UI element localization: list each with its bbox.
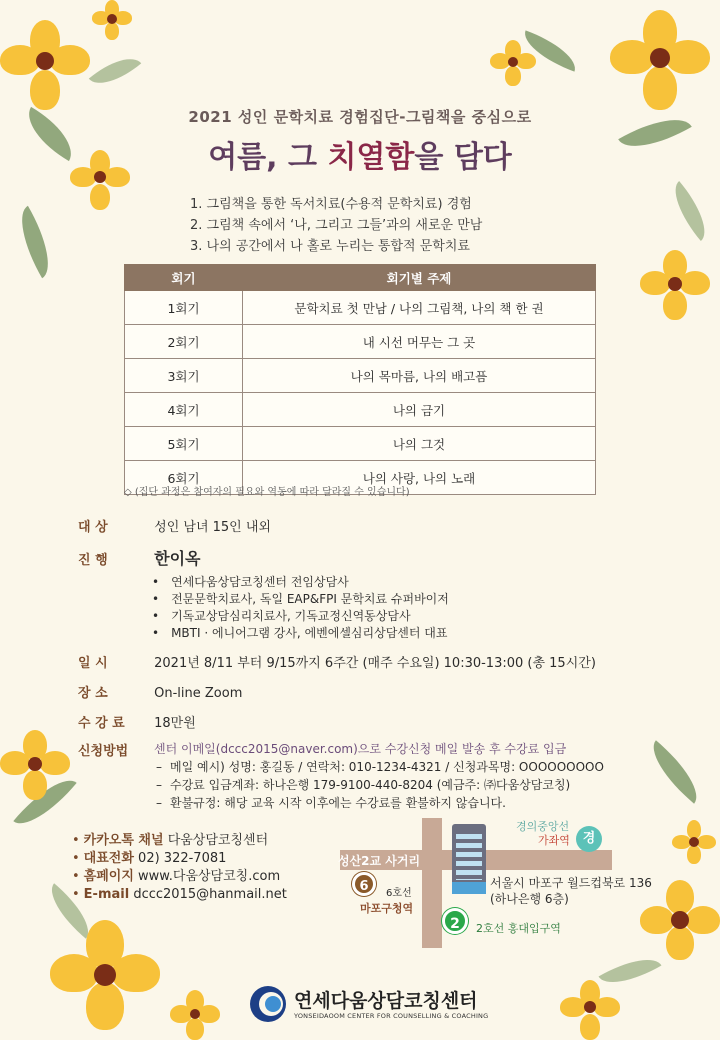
- gyeongui-badge: 경: [576, 826, 602, 852]
- line6-badge: 6: [352, 872, 376, 896]
- phone-value: 02) 322-7081: [138, 851, 227, 866]
- session-number: 6회기: [125, 461, 243, 495]
- gyeongui-line-label: 경의중앙선: [516, 820, 570, 833]
- instructor-credentials: [152, 574, 449, 642]
- date-row: [78, 652, 596, 671]
- table-row: [125, 359, 596, 393]
- fee-row: [78, 712, 196, 731]
- contact-phone: [72, 850, 287, 868]
- sessions-table: [124, 264, 596, 495]
- email-label: E-mail: [83, 887, 130, 902]
- apply-details: [154, 740, 604, 812]
- goal-item: 2. 그림책 속에서 ‘나, 그리고 그들’과의 새로운 만남: [190, 218, 483, 233]
- email-value[interactable]: dccc2015@hanmail.net: [133, 887, 287, 902]
- list-item: • 기독교상담심리치료사, 기독교정신역동상담사: [152, 608, 449, 625]
- list-item: • MBTI · 에니어그램 강사, 에벤에셀심리상담센터 대표: [152, 625, 449, 642]
- gajwa-station-label: 가좌역: [538, 834, 570, 847]
- title-part2: 을 담다: [414, 140, 512, 175]
- list-item: • 전문문학치료사, 독일 EAP&FPI 문학치료 슈퍼바이저: [152, 591, 449, 608]
- table-row: [125, 393, 596, 427]
- title-part1: 여름, 그: [208, 140, 328, 175]
- session-topic: 나의 금기: [243, 393, 596, 427]
- kakao-label: 카카오톡 채널: [83, 833, 164, 848]
- table-row: [125, 427, 596, 461]
- kakao-value: 다움상담코칭센터: [167, 833, 269, 848]
- location-map: [330, 810, 720, 950]
- address-line1: 서울시 마포구 월드컵북로 136: [490, 876, 652, 890]
- title-accent: 치열함: [327, 140, 415, 175]
- place-label: 장 소: [78, 686, 108, 701]
- table-header-row: [125, 265, 596, 291]
- session-topic: 나의 목마름, 나의 배고픔: [243, 359, 596, 393]
- date-value: 2021년 8/11 부터 9/15까지 6주간 (매주 수요일) 10:30-13:00 (총 15시간): [154, 656, 596, 671]
- session-topic: 나의 사랑, 나의 노래: [243, 461, 596, 495]
- map-intersection-label: 성산2교 사거리: [338, 854, 421, 868]
- apply-main: 센터 이메일(dccc2015@naver.com)으로 수강신청 메일 발송 후 수강료 입금: [154, 742, 567, 756]
- mapo-station-label: 마포구청역: [360, 902, 414, 915]
- session-topic: 문학치료 첫 만남 / 나의 그림책, 나의 책 한 권: [243, 291, 596, 325]
- goal-item: 3. 나의 공간에서 나 홀로 누리는 통합적 문학치료: [190, 239, 470, 254]
- list-item: • 연세다움상담코칭센터 전임상담사: [152, 574, 449, 591]
- apply-label: 신청방법: [78, 744, 129, 759]
- apply-row: [78, 740, 150, 759]
- session-number: 4회기: [125, 393, 243, 427]
- map-road-vertical: [422, 818, 442, 948]
- line6-label: 6호선: [386, 888, 412, 899]
- table-row: [125, 325, 596, 359]
- phone-label: 대표전화: [83, 851, 134, 866]
- date-label: 일 시: [78, 656, 108, 671]
- session-number: 5회기: [125, 427, 243, 461]
- instructor-row: [78, 546, 201, 569]
- logo-mark-icon: [248, 984, 288, 1024]
- building-icon: [452, 824, 486, 894]
- apply-sub: – 환불규정: 해당 교육 시작 이후에는 수강료를 환불하지 않습니다.: [154, 794, 604, 812]
- session-topic: 내 시선 머무는 그 곳: [243, 325, 596, 359]
- session-number: 1회기: [125, 291, 243, 325]
- line2-badge: 2: [442, 908, 468, 934]
- contact-email: [72, 886, 287, 904]
- goal-item: 1. 그림책을 통한 독서치료(수용적 문학치료) 경험: [190, 197, 472, 212]
- web-label: 홈페이지: [83, 869, 134, 884]
- place-row: [78, 682, 242, 701]
- apply-sub: – 수강료 입금계좌: 하나은행 179-9100-440-8204 (예금주: ㈜다움상담코칭): [154, 776, 604, 794]
- instructor-label: 진 행: [78, 553, 108, 568]
- instructor-name: 한이옥: [154, 549, 201, 568]
- goals-list: [190, 194, 482, 257]
- session-number: 2회기: [125, 325, 243, 359]
- target-row: [78, 516, 271, 535]
- fee-value: 18만원: [154, 716, 196, 731]
- contact-website: [72, 868, 287, 886]
- column-header-topic: 회기별 주제: [243, 265, 596, 291]
- session-topic: 나의 그것: [243, 427, 596, 461]
- address-line2: (하나은행 6층): [490, 892, 569, 906]
- place-value: On-line Zoom: [154, 686, 243, 701]
- target-label: 대 상: [78, 520, 108, 535]
- contact-block: [72, 832, 287, 904]
- session-number: 3회기: [125, 359, 243, 393]
- logo-name: 연세다움상담코칭센터: [294, 990, 478, 1012]
- center-logo: [248, 982, 489, 1028]
- poster-subtitle: 2021 성인 문학치료 경험집단-그림책을 중심으로: [188, 108, 532, 126]
- poster-title: [0, 132, 720, 176]
- target-value: 성인 남녀 15인 내외: [154, 520, 271, 535]
- fee-label: 수 강 료: [78, 716, 125, 731]
- table-note: ◇ (집단 과정은 참여자의 필요와 역동에 따라 달라질 수 있습니다): [124, 487, 410, 498]
- table-row: [125, 291, 596, 325]
- line2-label: 2호선 홍대입구역: [476, 922, 561, 935]
- logo-english: YONSEIDAOOM CENTER FOR COUNSELLING & COACHING: [294, 1012, 489, 1020]
- web-value[interactable]: www.다움상담코칭.com: [138, 869, 281, 884]
- apply-sub: – 메일 예시) 성명: 홍길동 / 연락처: 010-1234-4321 / 신청과목명: OOOOOOOOO: [154, 758, 604, 776]
- contact-kakao: [72, 832, 287, 850]
- column-header-session: 회기: [125, 265, 243, 291]
